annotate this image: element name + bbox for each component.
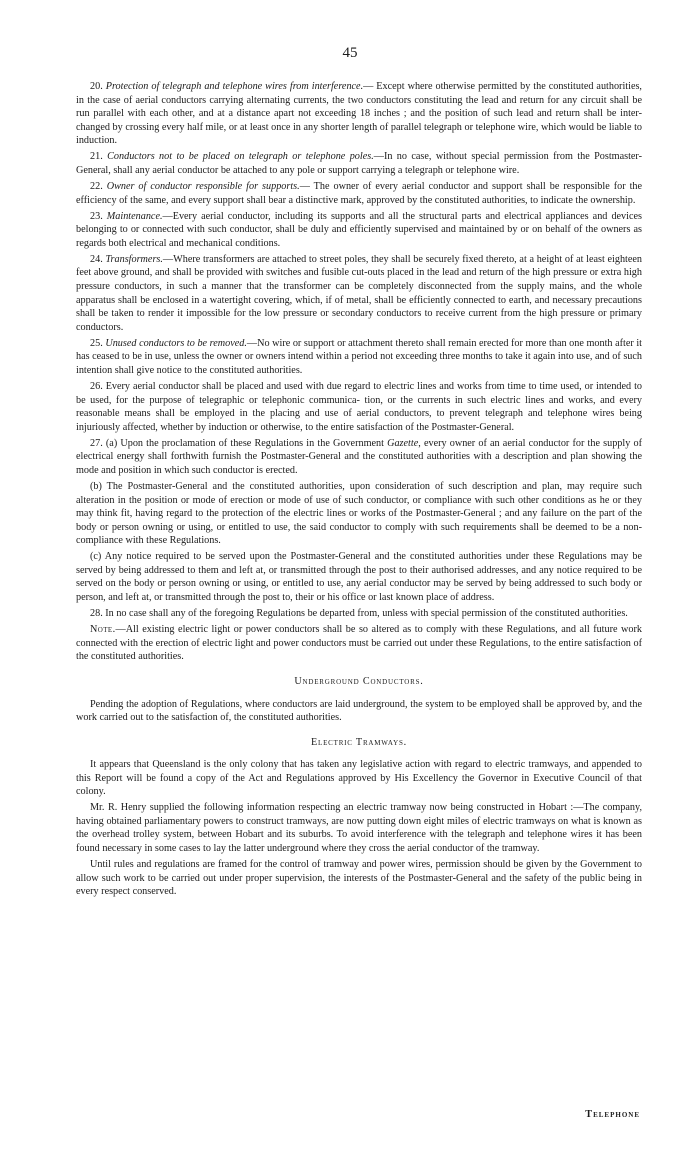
paragraph-title: Protection of telegraph and telephone wires from interference. <box>105 81 364 92</box>
p27a-text-1: 27. (a) Upon the proclamation of these Regulations in the Government <box>90 437 388 449</box>
paragraph-body: —No wire or support or attachment thereto shall remain erected for more than one month after it has ceased to be in use, unless the owner or owners intend within a period not exceeding three months to take it again into use, and of such intention shall give notice to the constituted authorities. <box>76 337 643 376</box>
paragraph-body: —Every aerial conductor, including its supports and all the structural parts and electrical appliances and devices belonging to or connected with such conductor, shall be duly and efficiently supervised and maintained by or on behalf of the owners as regards both electrical and mechanical conditions. <box>76 210 642 249</box>
paragraph-title: Conductors not to be placed on telegraph or telephone poles. <box>107 151 374 163</box>
paragraph-tramways-3: Until rules and regulations are framed for the control of tramway and power wires, permission should be given by the Government to allow such work to be carried out under proper supervision, the interests of the Postmaster-General and the safety of the public being in every respect conserved. <box>76 859 642 898</box>
page-number: 45 <box>342 45 358 61</box>
catchword: Telephone <box>585 1109 640 1120</box>
paragraph-tramways-1: It appears that Queensland is the only colony that has taken any legislative action with regard to electric tramways, and appended to this Report will be found a copy of the Act and Regulations approved by His Excellency the Governor in Executive Council of that colony. <box>76 759 642 798</box>
heading-underground-conductors: Underground Conductors. <box>294 675 424 687</box>
paragraph-number: 24. <box>90 253 103 265</box>
note-label: Note. <box>90 624 116 636</box>
paragraph-body: — Except where otherwise permitted by the constituted authorities, in the case of aerial conductors carrying alternating currents, the two conductors constituting the lead and return for any circuit shall be run parallel with each other, and at a distance apart not exceeding 18 inches ; and the position of such lead and return shall be inter- changed by crossing every half mile, or at least once in any shorter length of parallel telegraph or telephone wire, which would be liable to induction. <box>76 81 642 147</box>
paragraph-title: Unused conductors to be removed. <box>105 337 247 349</box>
paragraph-23 <box>76 210 642 251</box>
gazette-word: Gazette <box>387 437 419 449</box>
note-paragraph <box>76 623 642 664</box>
p27a-text-2: , every owner of an aerial conductor for the supply of electrical energy shall forthwith furnish the Postmaster-General and the constituted authorities with a description and plan showing the mode and position in which such conductor is erected. <box>76 437 642 476</box>
paragraph-20 <box>76 80 642 148</box>
heading-electric-tramways: Electric Tramways. <box>310 736 408 748</box>
paragraph-number: 26. <box>90 381 103 393</box>
paragraph-26 <box>76 380 642 434</box>
paragraph-body: — The owner of every aerial conductor and support shall be responsible for the efficiency of the same, and every support shall bear a distinctive mark, approved by the constituted authorities, to indicate the ownership. <box>76 181 643 206</box>
paragraph-27c: (c) Any notice required to be served upon the Postmaster-General and the constituted authorities under these Regulations may be served by being addressed to them and left at, or transmitted through the post to their authorised addresses, and any notice required to be served on the body or person owning or using, or entitled to use, any aerial conductor may be served by being addressed to such body or person, and left at, or transmitted through the post to, their or his office or last known place of address. <box>76 551 642 604</box>
paragraph-24 <box>76 253 642 334</box>
paragraph-body: Every aerial conductor shall be placed and used with due regard to electric lines and works from time to time used, or intended to be used, for the purpose of telegraphic or telephonic communica- tion, or the currents in such electric lines and works, and every reasonable means shall be employed in the placing and use of aerial conductors, to prevent telegraph and telephone wires being injuriously affected, whether by induction or otherwise, to the entire satisfaction of the Postmaster-General. <box>76 381 642 433</box>
paragraph-title: Owner of conductor responsible for supports. <box>106 181 300 193</box>
paragraph-title: Maintenance. <box>106 210 163 222</box>
paragraph-number: 20. <box>90 81 103 92</box>
paragraph-28: 28. In no case shall any of the foregoing Regulations be departed from, unless with special permission of the constituted authorities. <box>90 608 628 620</box>
paragraph-number: 21. <box>90 151 103 163</box>
paragraph-27b: (b) The Postmaster-General and the constituted authorities, upon consideration of such description and plan, may require such alteration in the position or mode of erection or mode of use of such conductor, or compliance with such other conditions as he or they may think fit, having regard to the protection of the electric lines or works of the Postmaster-General ; and any failure on the part of the body or person owning or using, or entitled to use, the said conductor to comply with such requirements shall be deemed to be a non-compliance with these Regulations. <box>76 481 642 547</box>
paragraph-22 <box>76 180 642 207</box>
paragraph-tramways-2: Mr. R. Henry supplied the following information respecting an electric tramway now being constructed in Hobart :—The company, having obtained parliamentary powers to construct tramways, are now putting down eight miles of electric tramways on what is known as the overhead trolley system, between Hobart and its suburbs. To avoid interference with the telegraph and telephone wires it has been found necessary in some cases to lay the latter underground where they cross the aerial conductor of the tramway. <box>76 802 642 855</box>
note-text: —All existing electric light or power conductors shall be so altered as to comply with these Regulations, and all future work connected with the erection of electric light and power conductors must be carried out under these Regulations, to the entire satisfaction of the constituted authorities. <box>76 624 642 663</box>
paragraph-27a <box>76 437 642 478</box>
paragraph-body: —In no case, without special permission from the Postmaster-General, shall any aerial conductor be attached to any pole or support carrying a telegraph or telephone wire. <box>76 151 642 176</box>
paragraph-underground: Pending the adoption of Regulations, where conductors are laid underground, the system to be employed shall be approved by, and the work carried out to the satisfaction of, the constituted authorities. <box>76 698 642 724</box>
paragraph-body: —Where transformers are attached to street poles, they shall be securely fixed thereto, at a height of at least eighteen feet above ground, and shall be provided with switches and fusible cut-outs placed in the lead and return of the high pressure or extra high pressure conductors, in such a manner that the transformer can be completely disconnected from the supply mains, and the whole apparatus shall be enclosed in a watertight covering, which, if of metal, shall be efficiently connected to earth, and necessary precautions shall be taken to render it impossible for the low pressure or secondary conductors to receive current from the high pressure or primary conductors. <box>76 253 643 333</box>
paragraph-number: 25. <box>90 337 103 349</box>
paragraph-number: 22. <box>90 181 103 193</box>
paragraph-number: 23. <box>90 210 103 222</box>
paragraph-21 <box>76 150 642 177</box>
document-body <box>76 80 642 901</box>
paragraph-25 <box>76 337 642 378</box>
paragraph-title: Transformers. <box>105 253 163 265</box>
regulations-list <box>76 80 642 434</box>
